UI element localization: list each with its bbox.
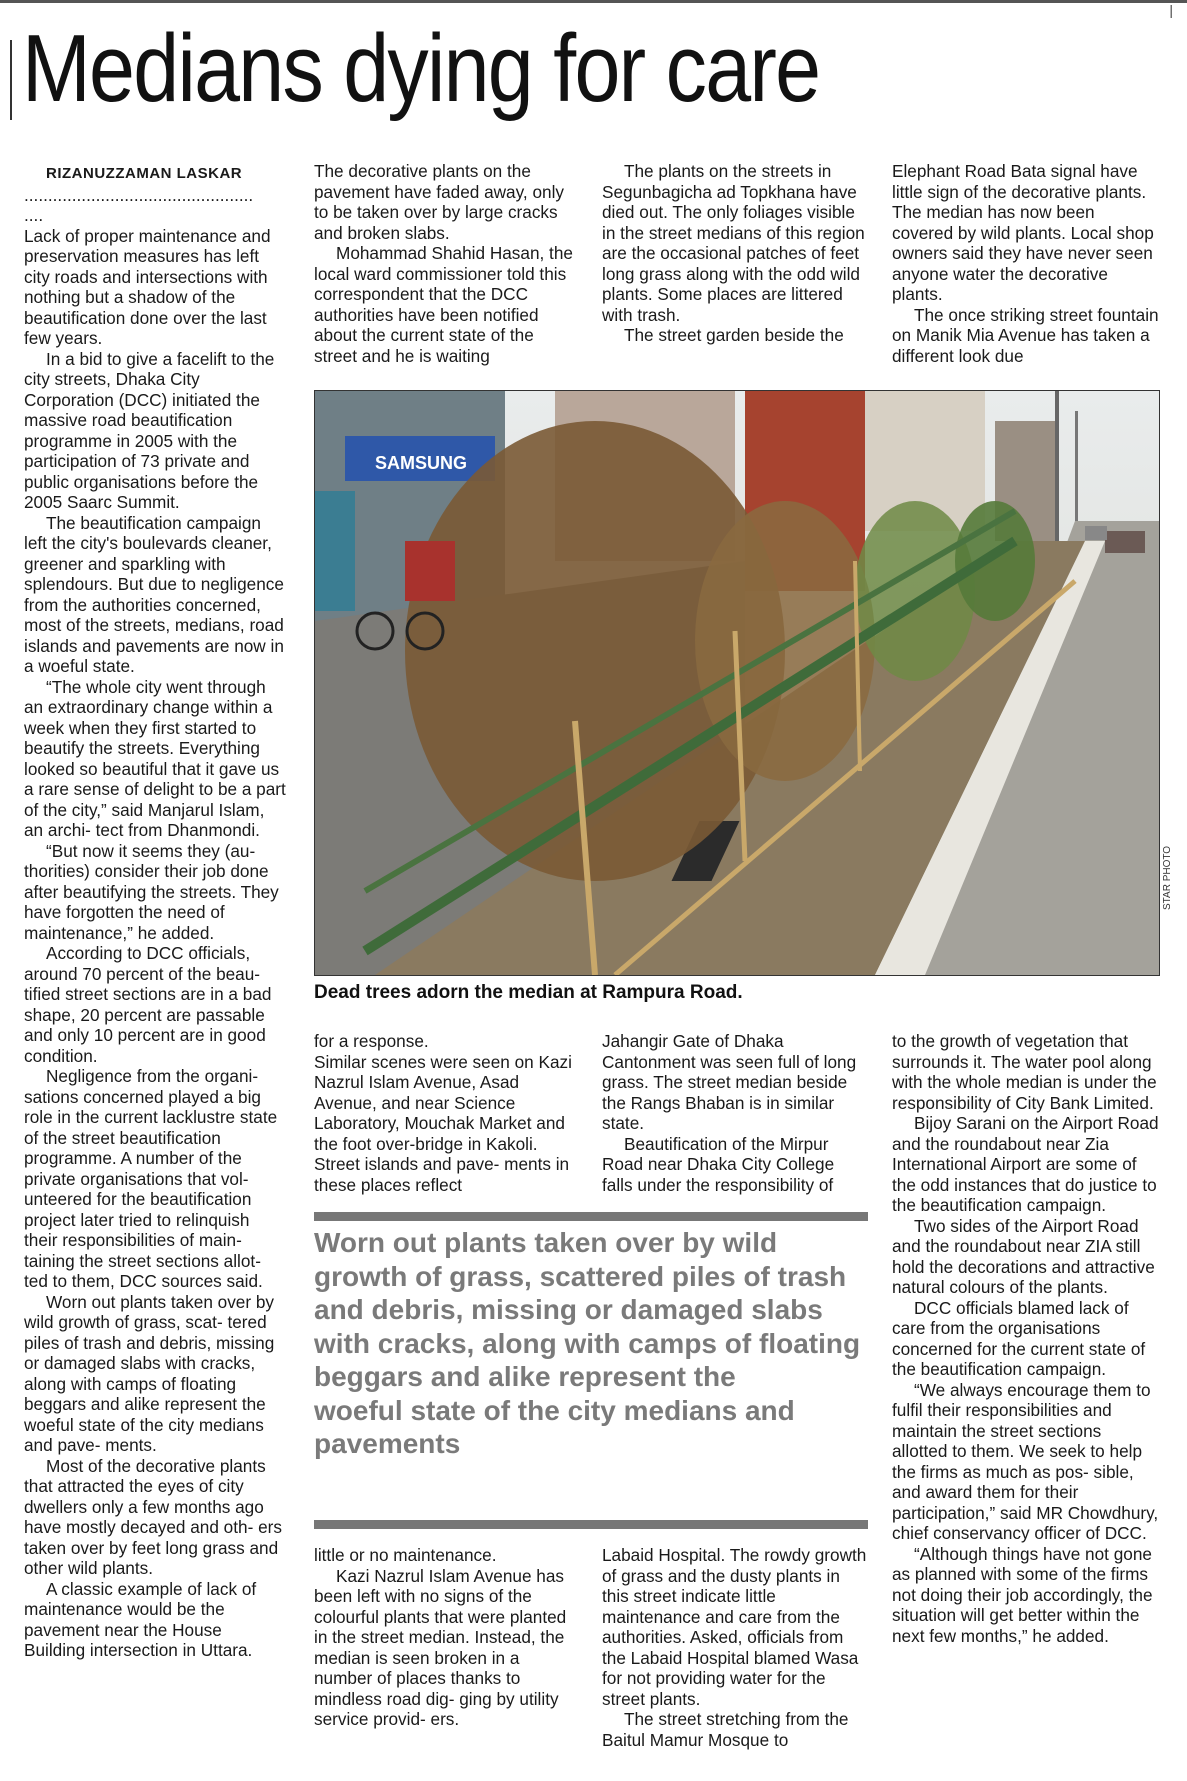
paragraph: According to DCC officials, around 70 percent of the beau- tified street sections are in a bad shape, 20 percent are passable and only 10 percent are in good condition. bbox=[24, 943, 272, 1066]
news-photo bbox=[314, 390, 1160, 976]
pullquote-line-2: woeful state of the city medians and pavements bbox=[314, 1394, 795, 1459]
paragraph: A classic example of lack of maintenance would be the pavement near the House Building intersection in Uttara. bbox=[24, 1578, 257, 1660]
paragraph: Most of the decorative plants that attracted the eyes of city dwellers only a few months ago have mostly decayed and oth- ers taken over by feet long grass and other wild plants. bbox=[24, 1455, 282, 1578]
column-4-lower bbox=[892, 1031, 1160, 1646]
paragraph: “We always encourage them to fulfil their responsibilities and maintain the street sections allotted to them. We seek to help the firms as much as pos- sible, and award them for their participation,” said MR Chowdhury, chief conservancy officer of DCC. bbox=[892, 1379, 1159, 1543]
paragraph: The street stretching from the Baitul Mamur Mosque to bbox=[602, 1709, 849, 1750]
pullquote-line-1: Worn out plants taken over by wild growth of grass, scattered piles of trash and debris, missing or damaged slabs with cracks, along with camps of floating beggars and alike represent the bbox=[314, 1227, 861, 1392]
column-3-mid bbox=[602, 1031, 864, 1195]
paragraph: The once striking street fountain on Manik Mia Avenue has taken a different look due bbox=[892, 304, 1159, 366]
paragraph: DCC officials blamed lack of care from the organisations concerned for the current state of the beautification campaign. bbox=[892, 1297, 1146, 1379]
tree bbox=[955, 501, 1035, 621]
car bbox=[1085, 526, 1107, 540]
paragraph: The decorative plants on the pavement have faded away, only to be taken over by large cracks and broken slabs. bbox=[314, 161, 565, 243]
shop-sign-text: SAMSUNG bbox=[375, 453, 468, 473]
headline: Medians dying for care bbox=[22, 15, 820, 122]
paragraph: In a bid to give a facelift to the city streets, Dhaka City Corporation (DCC) initiated the massive road beautification programme in 2005 with the participation of 73 private and public organisations before the 2005 Saarc Summit. bbox=[24, 348, 275, 512]
paragraph: for a response. bbox=[314, 1031, 429, 1051]
paragraph: The street garden beside the bbox=[624, 325, 844, 345]
paragraph: Negligence from the organi- sations concerned played a big role in the current lacklustre state of the street beautification programme. A number of the private organisations that vol- unteered for the beautification project later tried to relinquish their responsibilities of main- taining the street sections allot- ted to them, DCC sources said. bbox=[24, 1066, 278, 1291]
paragraph: “But now it seems they (au- thorities) consider their job done after beautifying the streets. They have forgotten the need of maintenance,” he added. bbox=[24, 840, 279, 943]
column-2-top bbox=[314, 161, 576, 366]
paragraph: to the growth of vegetation that surrounds it. The water pool along with the whole median is under the responsibility of City Bank Limited. bbox=[892, 1031, 1157, 1113]
rickshaw-hood bbox=[405, 541, 455, 601]
byline-rule: ................................................ bbox=[24, 184, 254, 205]
shutter bbox=[315, 491, 355, 611]
photo-credit: STAR PHOTO bbox=[1162, 845, 1173, 910]
column-2-bottom bbox=[314, 1545, 576, 1730]
byline: RIZANUZZAMAN LASKAR bbox=[46, 165, 243, 182]
paragraph: “Although things have not gone as planned with some of the firms not doing their job accordingly, the situation will get better within the next few months,” he added. bbox=[892, 1543, 1153, 1646]
byline-rule-end: .... bbox=[24, 205, 44, 225]
top-rule bbox=[0, 0, 1187, 3]
lamppost bbox=[1055, 391, 1059, 551]
photo-caption: Dead trees adorn the median at Rampura Road. bbox=[314, 982, 743, 1003]
paragraph: Two sides of the Airport Road and the roundabout near ZIA still hold the decorations and attractive natural colours of the plants. bbox=[892, 1215, 1155, 1297]
column-4-top bbox=[892, 161, 1160, 366]
pullquote-bottom-bar bbox=[314, 1520, 868, 1529]
corner-mark: | bbox=[1169, 2, 1173, 18]
paragraph: Elephant Road Bata signal have little sign of the decorative plants. The median has now been covered by wild plants. Local shop owners said they have never seen anyone water the decorative plants. bbox=[892, 161, 1154, 304]
paragraph: Lack of proper maintenance and preservation measures has left city roads and intersections with nothing but a shadow of the beautification done over the last few years. bbox=[24, 225, 271, 348]
left-rule bbox=[10, 40, 12, 120]
column-3-top bbox=[602, 161, 870, 346]
paragraph: Kazi Nazrul Islam Avenue has been left with no signs of the colourful plants that were planted in the street median. Instead, the median is seen broken in a number of places thanks to mindless road dig- ging by utility service provid- ers. bbox=[314, 1565, 567, 1729]
car bbox=[1105, 531, 1145, 553]
paragraph: Similar scenes were seen on Kazi Nazrul Islam Avenue, Asad Avenue, and near Science Laboratory, Mouchak Market and the foot over-bridge in Kakoli. Street islands and pave- ments in these places reflect bbox=[314, 1051, 572, 1195]
paragraph: Worn out plants taken over by wild growth of grass, scat- tered piles of trash and debris, missing or damaged slabs with cracks, along with camps of floating beggars and alike represent the woeful state of the city medians and pave- ments. bbox=[24, 1291, 275, 1455]
paragraph: The plants on the streets in Segunbagicha ad Topkhana have died out. The only foliages visible in the street medians of this region are the occasional patches of feet long grass along with the odd wild plants. Some places are littered with trash. bbox=[602, 161, 865, 325]
pullquote bbox=[314, 1226, 874, 1461]
paragraph: Beautification of the Mirpur Road near Dhaka City College falls under the responsibility of bbox=[602, 1133, 835, 1195]
paragraph: Mohammad Shahid Hasan, the local ward commissioner told this correspondent that the DCC authorities have been notified about the current state of the street and he is waiting bbox=[314, 243, 573, 366]
paragraph: Labaid Hospital. The rowdy growth of grass and the dusty plants in this street indicate little maintenance and care from the authorities. Asked, officials from the Labaid Hospital blamed Wasa for not providing water for the street plants. bbox=[602, 1545, 867, 1709]
column-3-bottom bbox=[602, 1545, 870, 1750]
paragraph: “The whole city went through an extraordinary change within a week when they first started to beautify the streets. Everything looked so beautiful that it gave us a rare sense of delight to be a part of the city,” said Manjarul Islam, an archi- tect from Dhanmondi. bbox=[24, 676, 286, 840]
column-1 bbox=[24, 164, 286, 1661]
paragraph: Bijoy Sarani on the Airport Road and the roundabout near Zia International Airport are some of the odd instances that do justice to the beautification campaign. bbox=[892, 1113, 1159, 1215]
median-photo-illustration bbox=[315, 391, 1159, 975]
column-2-mid bbox=[314, 1031, 576, 1195]
paragraph: little or no maintenance. bbox=[314, 1545, 497, 1565]
pullquote-top-bar bbox=[314, 1212, 868, 1221]
paragraph: Jahangir Gate of Dhaka Cantonment was seen full of long grass. The street median beside the Rangs Bhaban is in similar state. bbox=[602, 1031, 857, 1133]
paragraph: The beautification campaign left the city's boulevards cleaner, greener and sparkling with splendours. But due to negligence from the authorities concerned, most of the streets, medians, road islands and pavements are now in a woeful state. bbox=[24, 512, 284, 676]
